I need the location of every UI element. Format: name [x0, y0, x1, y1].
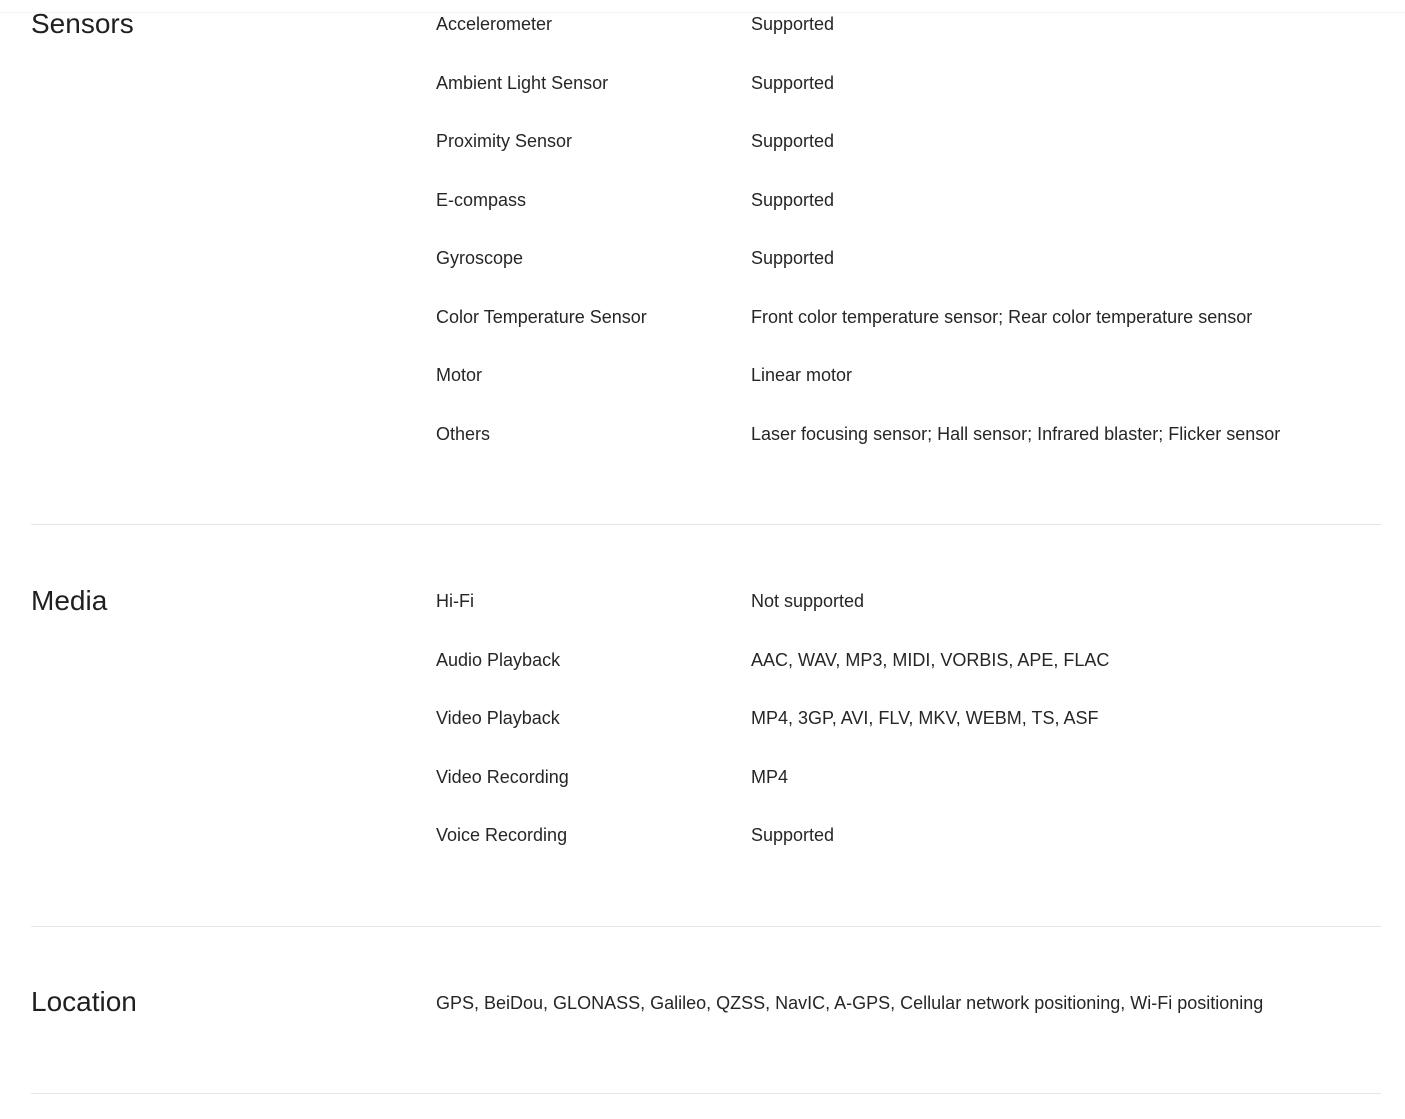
spec-value: Laser focusing sensor; Hall sensor; Infrared blaster; Flicker sensor: [751, 424, 1281, 444]
spec-value: Supported: [751, 825, 835, 845]
spec-value: Supported: [751, 14, 835, 34]
spec-value: Not supported: [751, 591, 865, 611]
spec-label: Voice Recording: [436, 825, 568, 845]
spec-row-voice-recording: [436, 823, 1381, 847]
section-title-sensors: Sensors: [31, 8, 134, 39]
spec-label: E-compass: [436, 190, 527, 210]
spec-label: Motor: [436, 365, 483, 385]
spec-label: Others: [436, 424, 491, 444]
section-title-media: Media: [31, 585, 108, 616]
section-title-location: Location: [31, 986, 137, 1017]
spec-label: Accelerometer: [436, 14, 553, 34]
spec-value: Linear motor: [751, 365, 853, 385]
spec-row-e-compass: [436, 188, 1381, 212]
spec-label: Ambient Light Sensor: [436, 73, 609, 93]
spec-row-color-temperature-sensor: [436, 305, 1381, 329]
spec-value: Supported: [751, 131, 835, 151]
spec-row-gyroscope: [436, 246, 1381, 270]
spec-value: Supported: [751, 73, 835, 93]
spec-label: Color Temperature Sensor: [436, 307, 647, 327]
spec-value: Supported: [751, 190, 835, 210]
spec-label: Gyroscope: [436, 248, 524, 268]
section-divider: [31, 1093, 1381, 1094]
spec-value: Front color temperature sensor; Rear color temperature sensor: [751, 307, 1253, 327]
spec-row-location: [436, 991, 1381, 1015]
spec-value: MP4: [751, 767, 789, 787]
spec-row-video-recording: [436, 765, 1381, 789]
spec-label: Video Playback: [436, 708, 560, 728]
section-divider: [31, 926, 1381, 927]
spec-label: Audio Playback: [436, 650, 561, 670]
spec-row-others: [436, 422, 1381, 446]
spec-row-motor: [436, 363, 1381, 387]
spec-row-accelerometer: [436, 12, 1381, 36]
spec-label: Hi-Fi: [436, 591, 474, 611]
spec-row-hi-fi: [436, 589, 1381, 613]
spec-value: GPS, BeiDou, GLONASS, Galileo, QZSS, NavIC, A-GPS, Cellular network positioning, Wi-Fi positioning: [436, 993, 1264, 1013]
spec-row-ambient-light-sensor: [436, 71, 1381, 95]
spec-label: Video Recording: [436, 767, 569, 787]
spec-label: Proximity Sensor: [436, 131, 573, 151]
spec-value: Supported: [751, 248, 835, 268]
spec-value: MP4, 3GP, AVI, FLV, MKV, WEBM, TS, ASF: [751, 708, 1099, 728]
spec-row-video-playback: [436, 706, 1381, 730]
spec-value: AAC, WAV, MP3, MIDI, VORBIS, APE, FLAC: [751, 650, 1110, 670]
spec-row-proximity-sensor: [436, 129, 1381, 153]
section-divider: [31, 524, 1381, 525]
spec-row-audio-playback: [436, 648, 1381, 672]
